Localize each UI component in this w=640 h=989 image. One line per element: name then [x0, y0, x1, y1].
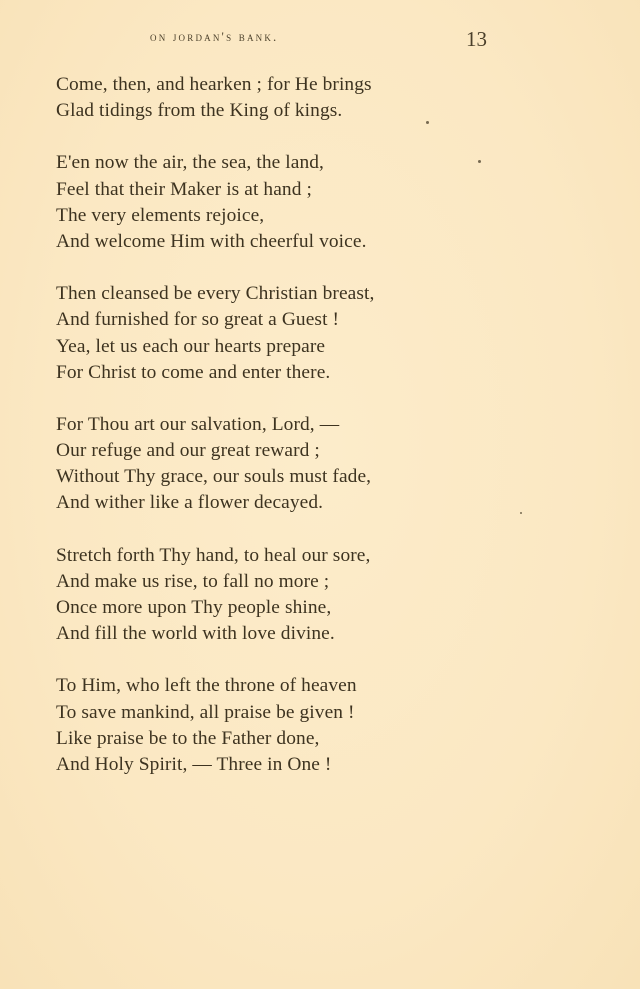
- stanza-6: [56, 673, 476, 778]
- poem-line: Like praise be to the Father done,: [56, 727, 320, 749]
- poem-line: For Thou art our salvation, Lord, —: [56, 413, 340, 435]
- poem-line: To Him, who left the throne of heaven: [56, 675, 357, 697]
- poem-line: And wither like a flower decayed.: [56, 492, 324, 514]
- ink-speck: [426, 121, 429, 124]
- stanza-4: [56, 412, 476, 517]
- poem-line: And fill the world with love divine.: [56, 623, 335, 645]
- poem-line: E'en now the air, the sea, the land,: [56, 152, 324, 174]
- poem-line: The very elements rejoice,: [56, 204, 265, 226]
- poem-line: And make us rise, to fall no more ;: [56, 570, 330, 592]
- stanza-1: [56, 72, 476, 124]
- running-head: on jordan's bank.: [150, 29, 279, 44]
- poem-line: And Holy Spirit, — Three in One !: [56, 753, 332, 775]
- stanza-3: [56, 281, 476, 386]
- poem-line: Without Thy grace, our souls must fade,: [56, 466, 372, 488]
- ink-speck: [478, 160, 481, 163]
- poem-line: For Christ to come and enter there.: [56, 361, 331, 383]
- poem-line: Come, then, and hearken ; for He brings: [56, 74, 372, 95]
- poem-line: Our refuge and our great reward ;: [56, 440, 320, 462]
- poem-line: Once more upon Thy people shine,: [56, 597, 332, 618]
- poem-line: Stretch forth Thy hand, to heal our sore,: [56, 544, 371, 566]
- poem-line: And furnished for so great a Guest !: [56, 309, 340, 331]
- poem-line: Feel that their Maker is at hand ;: [56, 178, 312, 200]
- poem-line: To save mankind, all praise be given !: [56, 701, 355, 723]
- poem-line: Then cleansed be every Christian breast,: [56, 283, 375, 305]
- poem-line: Yea, let us each our hearts prepare: [56, 335, 326, 357]
- page-number: 13: [466, 27, 487, 51]
- stanza-5: [56, 543, 476, 648]
- ink-speck: [520, 512, 522, 514]
- poem-line: And welcome Him with cheerful voice.: [56, 230, 367, 252]
- poem-line: Glad tidings from the King of kings.: [56, 100, 343, 122]
- stanza-2: [56, 150, 476, 255]
- poem: [56, 72, 476, 804]
